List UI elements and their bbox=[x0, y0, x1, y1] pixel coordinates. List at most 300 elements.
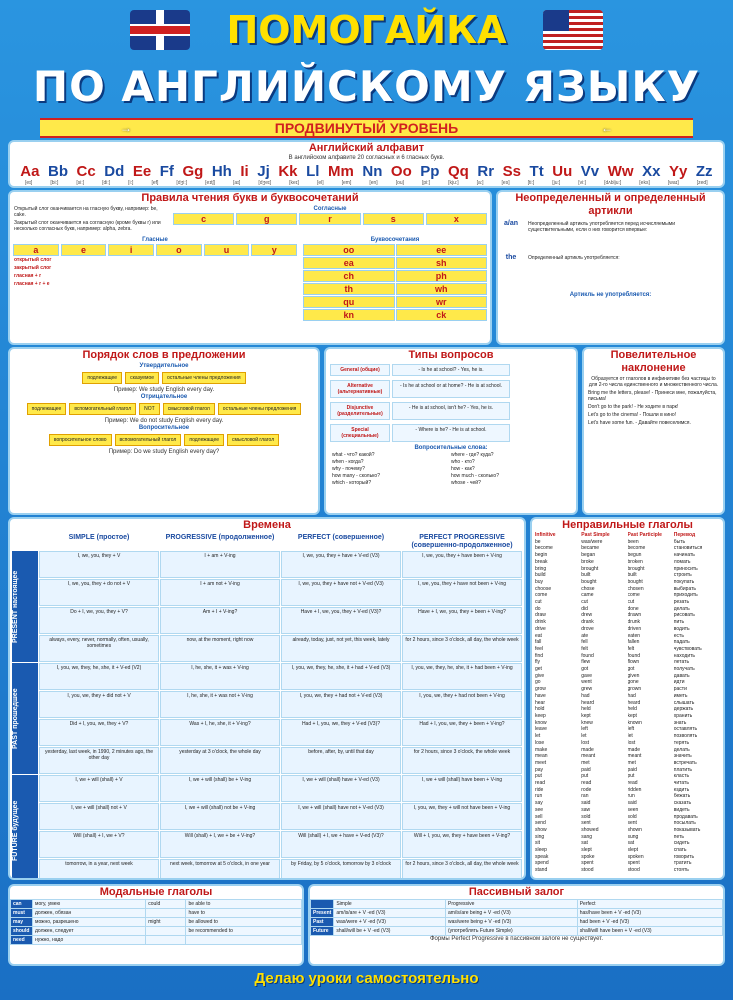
consonant-cell: r bbox=[299, 213, 360, 225]
irregular-verb-cell: build bbox=[535, 572, 546, 579]
irregular-verb-cell: spent bbox=[581, 860, 594, 867]
irregular-verb-cell: come bbox=[535, 592, 548, 599]
tense-cell: I, we + will (shall) not be + V-ing bbox=[160, 803, 280, 830]
combos-label: Буквосочетания bbox=[370, 237, 420, 243]
vowel-cell: i bbox=[108, 244, 154, 256]
irregular-verb-cell: ridden bbox=[627, 786, 642, 793]
tense-cell: Had + I, you, we, they + been + V-ing? bbox=[402, 719, 522, 746]
scheme-block: NOT bbox=[139, 403, 160, 415]
alphabet-sound: [bi:] bbox=[50, 180, 59, 186]
passive-cell: Present bbox=[311, 909, 334, 918]
level-banner bbox=[40, 118, 693, 138]
irregular-verb-cell: drawn bbox=[627, 612, 642, 619]
irregular-verb-cell: meant bbox=[581, 753, 596, 760]
modal-cell: должен, обязан bbox=[33, 909, 146, 918]
modal-row bbox=[11, 936, 302, 945]
irregular-verb-cell: ride bbox=[535, 786, 544, 793]
alphabet-sound: [eɪ] bbox=[24, 180, 33, 186]
scheme-block: подлежащее bbox=[27, 403, 67, 415]
consonants-row bbox=[170, 213, 490, 225]
tense-cell: I, you, we, they, he, she, it + had + V-ed (V3) bbox=[281, 663, 401, 690]
tense-cell: I, we, you, they + have + V-ed (V3) bbox=[281, 551, 401, 578]
modal-cell: должен, следует bbox=[33, 927, 146, 936]
irregular-verb-cell: got bbox=[627, 666, 635, 673]
scheme-block: сказуемое bbox=[125, 372, 159, 384]
irregular-verb-cell: built bbox=[627, 572, 637, 579]
negative-example: Пример: We do not study English every day. bbox=[104, 418, 224, 424]
header bbox=[0, 0, 733, 142]
irregular-verb-cell: gone bbox=[627, 679, 639, 686]
alphabet-sound: [em] bbox=[341, 180, 352, 186]
irregular-verb-cell: become bbox=[535, 545, 553, 552]
irregular-verb-cell: стоять bbox=[673, 867, 689, 874]
irregular-verb-cell: broke bbox=[581, 558, 594, 565]
tense-cell: I, we + will (shall) not + V bbox=[39, 803, 159, 830]
irregular-verb-cell: meant bbox=[627, 753, 642, 760]
irregular-verb-cell: said bbox=[627, 800, 637, 807]
irregular-verb-cell: drunk bbox=[627, 619, 641, 626]
tense-cell: for 2 hours, since 3 o'clock, all day, the whole week bbox=[402, 859, 522, 880]
irregular-verb-cell: read bbox=[581, 780, 592, 787]
alphabet-letter: Hh bbox=[211, 163, 232, 180]
irregular-verb-cell: bring bbox=[535, 565, 547, 572]
irregular-column-header: Past Simple bbox=[581, 532, 610, 538]
alphabet-sound: [ju:] bbox=[552, 180, 561, 186]
irregular-verb-cell: посылать bbox=[673, 820, 696, 827]
irregular-verb-cell: leave bbox=[535, 726, 547, 733]
tense-cell: Had + I, you, we, they + V-ed (V3)? bbox=[281, 719, 401, 746]
article-the-text: Определенный артикль употребляется: bbox=[528, 255, 620, 261]
footer-slogan: Делаю уроки самостоятельно bbox=[254, 970, 479, 987]
passive-cell: was/were being + V -ed (V3) bbox=[445, 918, 577, 927]
irregular-verb-cell: flown bbox=[627, 659, 640, 666]
irregular-verb-cell: kept bbox=[581, 712, 591, 719]
irregular-verb-cell: sold bbox=[581, 813, 591, 820]
alphabet-sound: [vi:] bbox=[578, 180, 587, 186]
irregular-verb-cell: оставлять bbox=[673, 726, 698, 733]
irregular-verb-cell: sang bbox=[581, 833, 593, 840]
irregular-verb-cell: sing bbox=[535, 833, 545, 840]
combo-cell: ck bbox=[396, 309, 488, 321]
article-none-label: Артикль не употребляется: bbox=[569, 292, 652, 298]
combo-cell: sh bbox=[396, 257, 488, 269]
question-word: who - кто? bbox=[451, 459, 475, 465]
tense-cell: yesterday, last week, in 1990, 2 minutes ago, the other day bbox=[39, 747, 159, 774]
irregular-verb-cell: хранить bbox=[673, 712, 693, 719]
modal-cell: might bbox=[146, 918, 186, 927]
alphabet-sound: [es] bbox=[501, 180, 510, 186]
irregular-verb-cell: stand bbox=[535, 867, 548, 874]
irregular-verb-cell: drive bbox=[535, 625, 546, 632]
modal-cell bbox=[146, 909, 186, 918]
irregular-verb-cell: heard bbox=[627, 699, 641, 706]
syllable-type: открытый слог bbox=[14, 257, 52, 263]
alphabet-sound: [a:] bbox=[476, 180, 484, 186]
modal-cell: could bbox=[146, 900, 186, 909]
irregular-verb-cell: eaten bbox=[627, 632, 641, 639]
vowel-cell: y bbox=[251, 244, 297, 256]
alphabet-sound: [i:] bbox=[128, 180, 134, 186]
alphabet-letter: Ff bbox=[159, 163, 174, 180]
question-type-name: Special (специальные) bbox=[330, 424, 390, 442]
question-word: how much - сколько? bbox=[451, 473, 499, 479]
question-word: how many - сколько? bbox=[332, 473, 380, 479]
arrow-left-icon: ← bbox=[601, 121, 613, 135]
question-type-name: Disjunctive (разделительные) bbox=[330, 402, 390, 420]
alphabet-letter: Dd bbox=[104, 163, 125, 180]
tense-cell: I, you, we, they, he, she, it + had been + V-ing bbox=[402, 663, 522, 690]
irregular-verb-cell: grew bbox=[581, 686, 593, 693]
irregular-verb-cell: fell bbox=[581, 639, 588, 646]
alphabet-sound: [zed] bbox=[696, 180, 708, 186]
modal-row bbox=[11, 927, 302, 936]
alphabet-sound: [waɪ] bbox=[667, 180, 679, 186]
irregular-verb-cell: spoken bbox=[627, 853, 644, 860]
tense-cell: I, he, she, it + was not + V-ing bbox=[160, 691, 280, 718]
irregular-verb-cell: began bbox=[581, 552, 596, 559]
irregular-verb-cell: mean bbox=[535, 753, 548, 760]
alphabet-letter: Cc bbox=[76, 163, 96, 180]
irregular-verb-cell: go bbox=[535, 679, 541, 686]
irregular-verb-cell: left bbox=[581, 726, 588, 733]
combo-cell: oo bbox=[303, 244, 395, 256]
imperative-examples bbox=[584, 389, 723, 427]
irregular-verb-cell: made bbox=[627, 746, 641, 753]
alphabet-sound: [dʒi:] bbox=[176, 180, 188, 186]
irregular-verb-cell: cut bbox=[535, 599, 542, 606]
combo-cell: qu bbox=[303, 296, 395, 308]
irregular-verb-cell: падать bbox=[673, 639, 690, 646]
passive-cell: had been + V -ed (V3) bbox=[577, 918, 722, 927]
question-type-example: - Is he at school or at home? - He is at school. bbox=[392, 380, 510, 398]
alphabet-section bbox=[8, 140, 725, 188]
tense-cell: Have + I, we, you, they + V-ed (V3)? bbox=[281, 607, 401, 634]
question-type-example: - He is at school, isn't he? - Yes, he is. bbox=[392, 402, 510, 420]
irregular-verb-cell: sent bbox=[581, 820, 591, 827]
tense-cell: I, you, we, they + had not + V-ed (V3) bbox=[281, 691, 401, 718]
irregular-verb-cell: met bbox=[627, 759, 636, 766]
alphabet-letter: Nn bbox=[362, 163, 383, 180]
syllable-types bbox=[10, 256, 300, 288]
alphabet-letter: Rr bbox=[477, 163, 495, 180]
irregular-verb-cell: felt bbox=[581, 645, 588, 652]
passive-corner bbox=[311, 900, 334, 909]
irregular-verb-cell: сказать bbox=[673, 800, 692, 807]
irregular-verb-cell: ездить bbox=[673, 786, 690, 793]
irregular-verb-cell: went bbox=[581, 679, 592, 686]
passive-cell: shall/will have been + V -ed (V3) bbox=[577, 927, 722, 936]
irregular-verb-cell: sent bbox=[627, 820, 637, 827]
irregular-verb-cell: see bbox=[535, 806, 544, 813]
irregular-verb-cell: позволять bbox=[673, 733, 698, 740]
irregular-verb-cell: keep bbox=[535, 712, 546, 719]
question-word: when - когда? bbox=[332, 459, 364, 465]
passive-cell: shall/will be + V -ed (V3) bbox=[334, 927, 446, 936]
irregular-verb-cell: sell bbox=[535, 813, 543, 820]
tenses-section bbox=[8, 517, 526, 880]
irregular-verb-cell: let bbox=[627, 733, 633, 740]
irregular-verb-cell: speak bbox=[535, 853, 549, 860]
tenses-title: Времена bbox=[243, 519, 291, 531]
irregular-verb-cell: been bbox=[627, 538, 639, 545]
affirmative-scheme bbox=[10, 372, 318, 384]
tense-cell: before, after, by, until that day bbox=[281, 747, 401, 774]
tense-cell: I, you, we, they + did not + V bbox=[39, 691, 159, 718]
vowel-cell: e bbox=[61, 244, 107, 256]
irregular-verb-cell: давать bbox=[673, 672, 690, 679]
tense-cell: Will (shall) + I, we + V? bbox=[39, 831, 159, 858]
irregular-verb-cell: получать bbox=[673, 666, 695, 673]
scheme-block: смысловой глагол bbox=[163, 403, 215, 415]
tense-cell: next week, tomorrow at 5 o'clock, in one year bbox=[160, 859, 280, 880]
modal-verbs-section bbox=[8, 884, 304, 966]
interrogative-scheme bbox=[10, 434, 318, 446]
imperative-example: Bring me the letters, please! - Принеси мне, пожалуйста, письма! bbox=[588, 390, 717, 402]
irregular-verb-cell: пить bbox=[673, 619, 685, 626]
question-word: why - почему? bbox=[332, 466, 365, 472]
irregular-verb-cell: showed bbox=[581, 826, 599, 833]
alphabet-letter: Ww bbox=[607, 163, 634, 180]
alphabet-sound: [ef] bbox=[151, 180, 159, 186]
question-types-list bbox=[326, 362, 576, 444]
alphabet-letter: Vv bbox=[580, 163, 600, 180]
passive-cell: has/have been + V -ed (V3) bbox=[577, 909, 722, 918]
irregular-verb-cell: петь bbox=[673, 833, 684, 840]
imperative-example: Let's go to the cinema! - Пошли в кино! bbox=[588, 412, 677, 418]
irregular-verb-cell: found bbox=[581, 652, 594, 659]
irregular-verb-cell: had bbox=[581, 692, 590, 699]
irregular-verb-cell: do bbox=[535, 605, 541, 612]
irregular-verb-cell: give bbox=[535, 672, 545, 679]
irregular-verb-cell: buy bbox=[535, 578, 544, 585]
vowels-row bbox=[10, 244, 300, 256]
consonant-cell: x bbox=[426, 213, 487, 225]
irregular-column-header: Past Participle bbox=[627, 532, 662, 538]
alphabet-letter: Ll bbox=[306, 163, 320, 180]
irregular-verb-cell: класть bbox=[673, 773, 690, 780]
tense-cell: I, we, you, they + have been + V-ing bbox=[402, 551, 522, 578]
tense-cell: always, every, never, normally, often, usually, sometimes bbox=[39, 635, 159, 662]
modal-cell: need bbox=[11, 936, 33, 945]
alphabet-sound: [eks] bbox=[639, 180, 650, 186]
irregular-verb-cell: begin bbox=[535, 552, 548, 559]
irregular-verb-cell: spend bbox=[535, 860, 549, 867]
vowel-cell: o bbox=[156, 244, 202, 256]
modal-cell: могу, умею bbox=[33, 900, 146, 909]
modal-verbs-table bbox=[10, 899, 302, 945]
combo-cell: ee bbox=[396, 244, 488, 256]
irregular-verb-cell: begun bbox=[627, 552, 642, 559]
irregular-verb-cell: тратить bbox=[673, 860, 692, 867]
irregular-verb-cell: paid bbox=[581, 766, 591, 773]
tense-row-label: FUTURE будущее bbox=[12, 775, 38, 880]
irregular-verb-cell: driven bbox=[627, 625, 642, 632]
question-type-example: - Is he at school? - Yes, he is. bbox=[392, 364, 510, 376]
modal-cell bbox=[186, 936, 302, 945]
scheme-block: вспомогательный глагол bbox=[115, 434, 182, 446]
passive-title: Пассивный залог bbox=[468, 886, 565, 898]
irregular-verb-cell: sung bbox=[627, 833, 639, 840]
scheme-block: вопросительное слово bbox=[49, 434, 112, 446]
tense-cell: I, we + will (shall) + V bbox=[39, 775, 159, 802]
irregular-verb-cell: broken bbox=[627, 558, 643, 565]
scheme-block: остальные члены предложения bbox=[162, 372, 246, 384]
irregular-verb-cell: fallen bbox=[627, 639, 640, 646]
vowel-cell: a bbox=[13, 244, 59, 256]
irregular-verb-cell: встречать bbox=[673, 759, 697, 766]
irregular-verb-cell: ran bbox=[581, 793, 589, 800]
passive-cell: am/is/are being + V -ed (V3) bbox=[445, 909, 577, 918]
irregular-verb-cell: chosen bbox=[627, 585, 644, 592]
tense-cell: I, we + will (shall) have + V-ed (V3) bbox=[281, 775, 401, 802]
article-a-an: a/an bbox=[503, 220, 518, 227]
negative-scheme bbox=[10, 403, 318, 415]
irregular-verb-cell: hold bbox=[535, 706, 545, 713]
tense-cell: Do + I, we, you, they + V? bbox=[39, 607, 159, 634]
irregular-verb-cell: find bbox=[535, 652, 544, 659]
tense-cell: Will (shall) + I, we + be + V-ing? bbox=[160, 831, 280, 858]
alphabet-letter: Tt bbox=[529, 163, 544, 180]
irregular-verb-cell: идти bbox=[673, 679, 685, 686]
irregular-verb-cell: knew bbox=[581, 719, 593, 726]
irregular-verb-cell: make bbox=[535, 746, 548, 753]
passive-voice-section bbox=[308, 884, 725, 966]
tense-cell: I + am not + V-ing bbox=[160, 579, 280, 606]
irregular-verb-cell: flew bbox=[581, 659, 591, 666]
scheme-block: остальные члены предложения bbox=[218, 403, 302, 415]
irregular-verb-cell: felt bbox=[627, 645, 635, 652]
word-order-section bbox=[8, 347, 320, 515]
question-types-section bbox=[324, 347, 578, 515]
irregular-verb-cell: held bbox=[581, 706, 591, 713]
syllable-type: гласная + r + e bbox=[14, 281, 50, 287]
irregular-verb-cell: спать bbox=[673, 847, 687, 854]
irregular-verb-cell: cut bbox=[627, 599, 635, 606]
modal-cell: be recommended to bbox=[186, 927, 302, 936]
alphabet-letter: Gg bbox=[182, 163, 204, 180]
tense-cell: now, at the moment, right now bbox=[160, 635, 280, 662]
irregular-verb-cell: приходить bbox=[673, 592, 698, 599]
irregular-verb-cell: платить bbox=[673, 766, 693, 773]
alphabet-letter: Ee bbox=[132, 163, 152, 180]
tense-column-header: PERFECT (совершенное) bbox=[297, 534, 385, 541]
irregular-verb-cell: sat bbox=[581, 840, 588, 847]
interrogative-example: Пример: Do we study English every day? bbox=[108, 449, 220, 455]
alphabet-title: Английский алфавит bbox=[308, 142, 425, 154]
syllable-type: гласная + r bbox=[14, 273, 42, 279]
irregular-verb-cell: made bbox=[581, 746, 594, 753]
passive-header-cell: Perfect bbox=[577, 900, 722, 909]
combo-cell: th bbox=[303, 283, 395, 295]
irregular-verb-cell: читать bbox=[673, 780, 689, 787]
modal-row bbox=[11, 918, 302, 927]
tense-cell: by Friday, by 5 o'clock, tomorrow by 3 o'clock bbox=[281, 859, 401, 880]
tense-cell: I, you, we, they + had not been + V-ing bbox=[402, 691, 522, 718]
irregular-verb-cell: бежать bbox=[673, 793, 691, 800]
irregular-verb-cell: pay bbox=[535, 766, 544, 773]
irregular-verb-cell: done bbox=[627, 605, 639, 612]
syllable-type: закрытый слог bbox=[14, 265, 52, 271]
combo-cell: wr bbox=[396, 296, 488, 308]
modal-cell: may bbox=[11, 918, 33, 927]
irregular-verb-cell: покупать bbox=[673, 578, 695, 585]
irregular-verb-cell: said bbox=[581, 800, 591, 807]
passive-cell: am/is/are + V -ed (V3) bbox=[334, 909, 446, 918]
irregular-verb-cell: sit bbox=[535, 840, 540, 847]
irregular-verb-cell: put bbox=[627, 773, 635, 780]
tense-row-label: PAST прошедшее bbox=[12, 663, 38, 774]
word-order-title: Порядок слов в предложении bbox=[82, 349, 246, 361]
question-words bbox=[326, 452, 576, 487]
irregular-verb-cell: met bbox=[581, 759, 590, 766]
irregular-verb-cell: видеть bbox=[673, 806, 690, 813]
imperative-section bbox=[582, 347, 725, 515]
article-a-text: Неопределенный артикль употребляется перед исчисляемыми существительными, если о них говорится впервые: bbox=[528, 221, 675, 233]
irregular-verb-cell: приносить bbox=[673, 565, 698, 572]
alphabet-sound: [el] bbox=[316, 180, 324, 186]
irregular-verb-cell: водить bbox=[673, 625, 690, 632]
irregular-verb-cell: came bbox=[581, 592, 594, 599]
irregular-verb-cell: feel bbox=[535, 645, 544, 652]
irregular-verbs-list bbox=[532, 532, 723, 874]
irregular-verb-cell: знать bbox=[673, 719, 687, 726]
alphabet-letter: Zz bbox=[695, 163, 713, 180]
passive-header-row bbox=[311, 900, 723, 909]
modal-cell: be allowed to bbox=[186, 918, 302, 927]
consonant-cell: c bbox=[173, 213, 234, 225]
modal-cell bbox=[146, 927, 186, 936]
irregular-verb-cell: sold bbox=[627, 813, 637, 820]
imperative-example: Let's have some fun. - Давайте повеселимся. bbox=[588, 420, 691, 426]
modal-row bbox=[11, 909, 302, 918]
tense-cell: for 2 hours, since 3 o'clock, all day, the whole week bbox=[402, 635, 522, 662]
irregular-verb-cell: становиться bbox=[673, 545, 703, 552]
irregular-verb-cell: shown bbox=[627, 826, 642, 833]
irregular-verb-cell: hear bbox=[535, 699, 546, 706]
irregular-verb-cell: находить bbox=[673, 652, 696, 659]
irregular-verb-cell: резать bbox=[673, 599, 690, 606]
vowel-cell: u bbox=[204, 244, 250, 256]
irregular-verbs-section bbox=[530, 517, 725, 880]
irregular-verb-cell: kept bbox=[627, 712, 637, 719]
modal-cell: can bbox=[11, 900, 33, 909]
irregular-verb-cell: draw bbox=[535, 612, 546, 619]
combo-cell: ch bbox=[303, 270, 395, 282]
question-type-name: Alternative (альтернативные) bbox=[330, 380, 390, 398]
alphabet-letter: Kk bbox=[278, 163, 298, 180]
irregular-verb-cell: be bbox=[535, 538, 541, 545]
arrow-right-icon: → bbox=[120, 121, 132, 135]
alphabet-letter: Pp bbox=[420, 163, 440, 180]
closed-syllable-text: Закрытый слог оканчивается на согласную (кроме буквы r) или несколько согласных букв, например: alpha, zebra. bbox=[14, 220, 161, 232]
alphabet-sound: [en] bbox=[369, 180, 378, 186]
irregular-column-header: Перевод bbox=[673, 532, 696, 538]
combo-cell: wh bbox=[396, 283, 488, 295]
irregular-verb-cell: сидеть bbox=[673, 840, 690, 847]
imperative-text: Образуется от глаголов в инфинитиве без частицы to для 2-го числа единственного и множественного числа. bbox=[588, 376, 719, 388]
modal-title: Модальные глаголы bbox=[99, 886, 213, 898]
irregular-verb-cell: found bbox=[627, 652, 641, 659]
modal-cell: have to bbox=[186, 909, 302, 918]
irregular-verb-cell: run bbox=[535, 793, 543, 800]
irregular-verb-cell: left bbox=[627, 726, 635, 733]
irregular-verb-cell: brought bbox=[581, 565, 599, 572]
alphabet-letter: Jj bbox=[257, 163, 270, 180]
alphabet-letters bbox=[10, 163, 723, 180]
irregular-verb-cell: had bbox=[627, 692, 636, 699]
irregular-verb-cell: терять bbox=[673, 739, 690, 746]
irregular-verb-cell: чувствовать bbox=[673, 645, 702, 652]
